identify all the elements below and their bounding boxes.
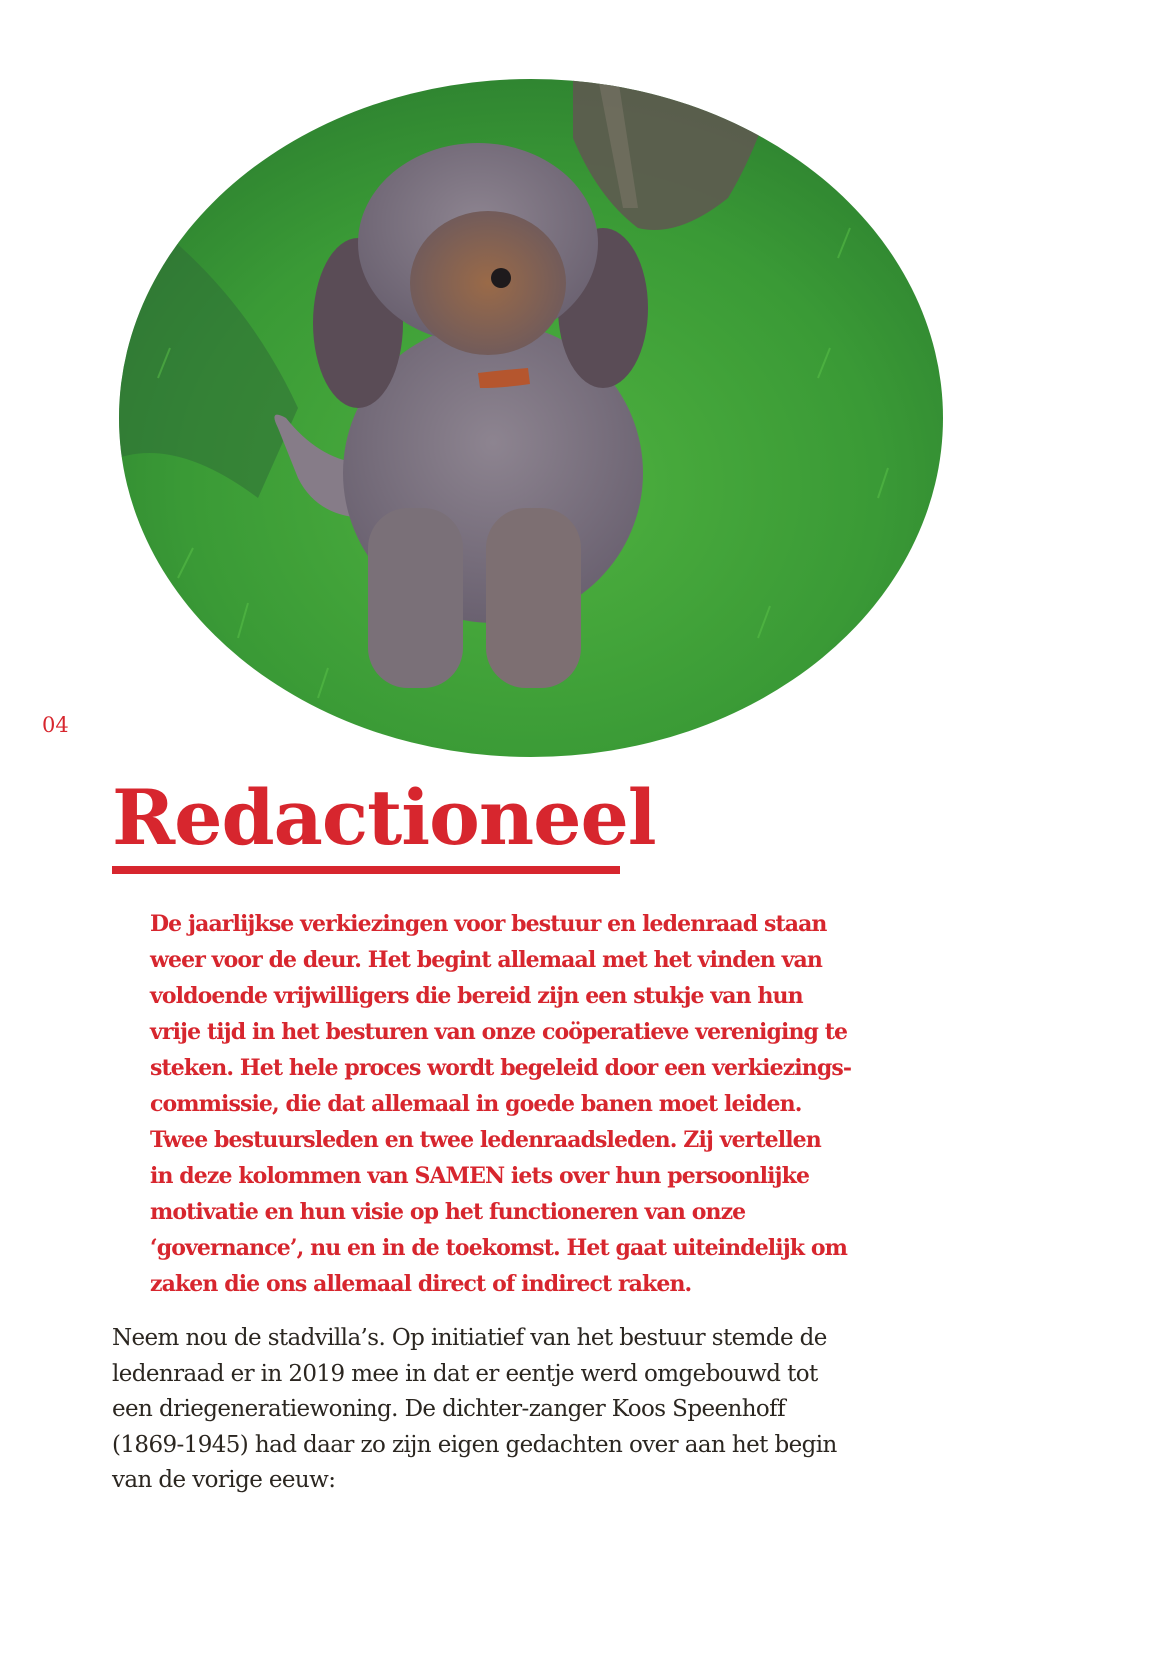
intro-line: in deze kolommen van SAMEN iets over hun persoonlijke [150,1163,810,1189]
body-line: een driegeneratiewoning. De dichter-zanger Koos Speenhoff [112,1396,785,1422]
dog-nose [491,268,511,288]
intro-line: commissie, die dat allemaal in goede banen moet leiden. [150,1091,802,1117]
intro-paragraph [150,906,950,1302]
dog-photo [118,78,944,758]
dog-leg-left [368,508,463,688]
body-line: Neem nou de stadvilla’s. Op initiatief van het bestuur stemde de [112,1325,827,1351]
body-line: (1869-1945) had daar zo zijn eigen gedachten over aan het begin [112,1431,837,1458]
intro-line: Twee bestuursleden en twee ledenraadsleden. Zij vertellen [150,1127,821,1153]
intro-line: zaken die ons allemaal direct of indirect raken. [150,1271,692,1297]
intro-line: voldoende vrijwilligers die bereid zijn een stukje van hun [150,983,803,1009]
body-line: van de vorige eeuw: [112,1467,336,1493]
page-title: Redactioneel [112,773,656,862]
intro-line: De jaarlijkse verkiezingen voor bestuur en ledenraad staan [150,911,827,937]
page-number: 04 [42,713,69,737]
title-underline [112,866,620,874]
body-paragraph [112,1321,932,1499]
dog-face [410,211,566,355]
intro-line: steken. Het hele proces wordt begeleid door een verkiezings- [150,1055,852,1081]
intro-line: ‘governance’, nu en in de toekomst. Het gaat uiteindelijk om [150,1235,848,1261]
dog-leg-right [486,508,581,688]
intro-line: vrije tijd in het besturen van onze coöperatieve vereniging te [150,1019,848,1045]
body-line: ledenraad er in 2019 mee in dat er eentje werd omgebouwd tot [112,1360,818,1387]
intro-line: motivatie en hun visie op het functioneren van onze [150,1199,746,1225]
intro-line: weer voor de deur. Het begint allemaal met het vinden van [150,947,822,973]
